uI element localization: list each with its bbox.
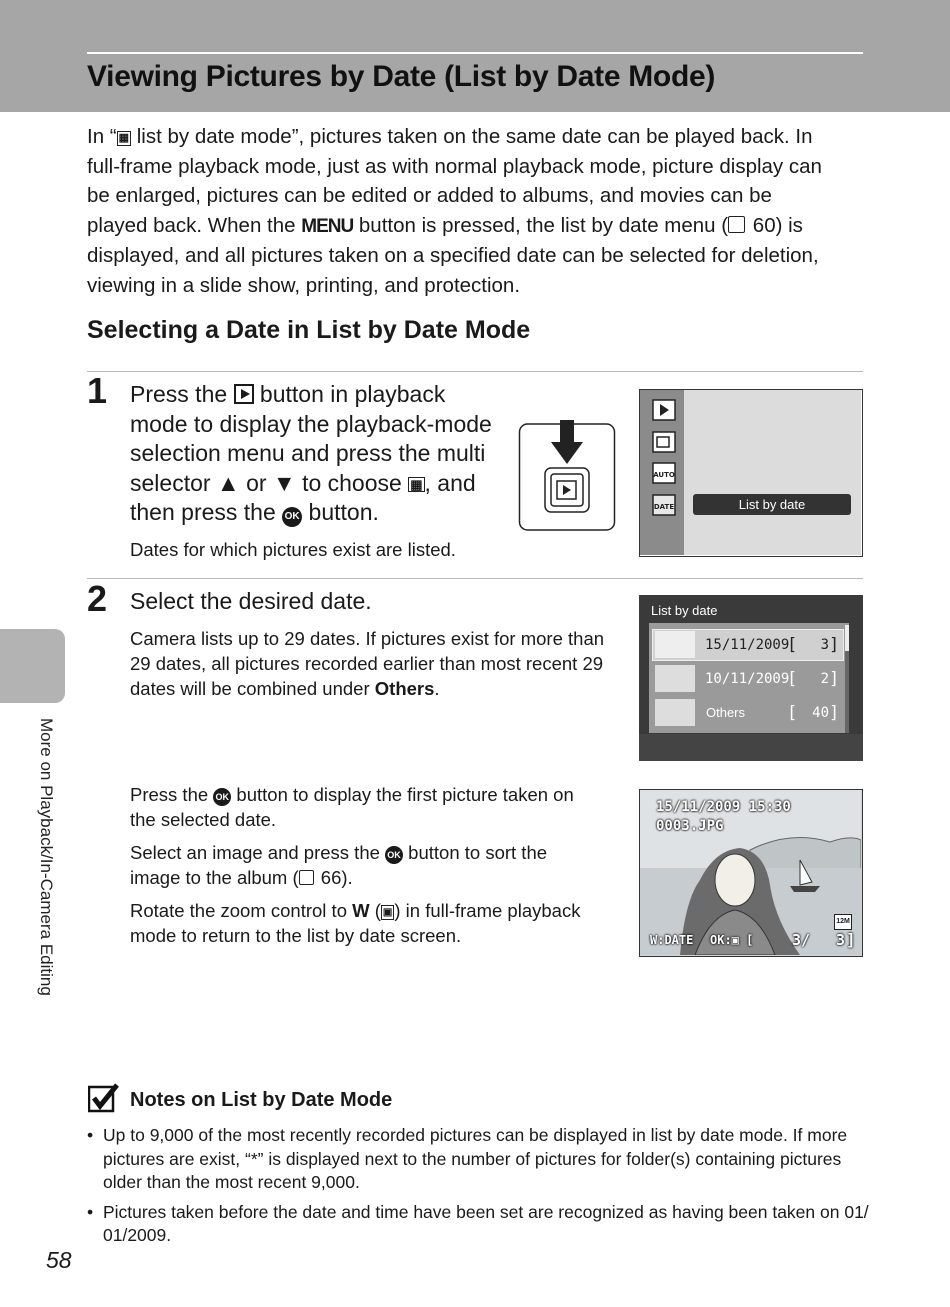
ok-button-icon: OK: [385, 846, 403, 864]
counter-bracket: ]: [846, 930, 856, 949]
step-2-paragraphs: Press the OK button to display the first picture taken on the selected date. Select an image and press the OK button to sort the image to the album ( 66). Rotate the zoom control to W ( ▣ ) in full-frame playback mode to return to the list by date screen.: [130, 784, 581, 946]
step-2-description: Camera lists up to 29 dates. If pictures exist for more than 29 dates, all pictures recorded earlier than most recent 29 dates will be combined under Others.: [130, 628, 605, 699]
row-thumbnail: [655, 665, 695, 692]
full-frame-playback-screen: [639, 789, 863, 957]
row-bracket: [: [787, 635, 798, 655]
checkmark-note-icon: [88, 1083, 120, 1113]
list-screen-title: List by date: [651, 603, 718, 618]
menu-button-glyph: MENU: [301, 215, 354, 237]
ok-button-icon: OK: [282, 507, 302, 527]
row-count: 40: [812, 705, 829, 721]
row-date: 15/11/2009: [705, 637, 790, 653]
photo-counter: 3/: [792, 931, 811, 949]
list-by-date-icon: ▦: [410, 476, 423, 492]
row-bracket: ]: [829, 635, 840, 655]
playback-mode-icons: [652, 399, 676, 523]
menu-background: [684, 390, 861, 555]
list-by-date-screen: [639, 595, 863, 761]
intro-paragraph: In “ ▦ list by date mode”, pictures taken on the same date can be played back. In full-frame playback mode, just as with normal playback mode, picture display can be enlarged, pictures can be edited or added to albums, and movies can be played back. When the MENU button is pressed, the list by date menu ( 60) is displayed, and all pictures taken on a specified date can be selected for deletion, viewing in a slide show, printing, and protection.: [87, 125, 822, 297]
section-heading: Selecting a Date in List by Date Mode: [87, 316, 531, 344]
photo-filename: 0003.JPG: [656, 818, 724, 834]
row-bracket: [: [787, 669, 798, 689]
header-rule: [87, 52, 863, 54]
step-1-note: Dates for which pictures exist are listed.: [130, 539, 456, 560]
page-title: Viewing Pictures by Date (List by Date Mode): [87, 60, 716, 93]
notes-list: [87, 1124, 869, 1248]
row-bracket: [: [787, 703, 798, 723]
note-bullet: • Up to 9,000 of the most recently recorded pictures can be displayed in list by date mode. If more pictures are exist, “*” is displayed next to the number of pictures for folder(s) containing pictures older than the most recent 9,000.: [87, 1125, 848, 1192]
svg-text:DATE: DATE: [653, 503, 675, 511]
image-size-icon: 12M: [834, 914, 852, 930]
header-band: [0, 0, 950, 112]
step-2-number: 2: [87, 578, 108, 619]
note-bullet: • Pictures taken before the date and time have been set are recognized as having been taken on 01/ 01/2009.: [87, 1201, 869, 1245]
list-by-date-icon: ▦: [118, 132, 130, 144]
playback-mode-menu-screen: [639, 389, 863, 557]
row-thumbnail: [655, 699, 695, 726]
ok-button-icon: OK: [213, 788, 231, 806]
side-section-label: More on Playback/In-Camera Editing: [37, 718, 56, 996]
row-date: 10/11/2009: [705, 671, 790, 687]
row-bracket: ]: [829, 703, 840, 723]
row-thumbnail: [655, 631, 695, 658]
highlighted-menu-label: List by date: [738, 497, 806, 512]
thumbnail-icon: ▣: [382, 907, 393, 918]
step-divider: [87, 578, 863, 579]
side-tab: [0, 629, 65, 703]
list-scrollbar-thumb: [845, 625, 849, 651]
photo-datetime: 15/11/2009 15:30: [656, 799, 791, 815]
playback-button-illustration: [518, 420, 616, 532]
list-screen-footer: [639, 734, 863, 761]
row-date: Others: [706, 705, 746, 720]
step-1-text: Press the button in playback mode to display the playback-mode selection menu and press the multi selector ▲ or ▼ to choose ▦, and then press the OK button.: [130, 381, 492, 525]
notes-title: Notes on List by Date Mode: [130, 1089, 393, 1111]
book-icon: [728, 216, 745, 233]
zoom-date-guide-icon: W:DATE: [650, 933, 694, 947]
svg-text:AUTO: AUTO: [653, 471, 675, 479]
row-count: 2: [820, 671, 829, 687]
page-number: 58: [46, 1247, 72, 1273]
ok-album-guide-icon: OK:▣ [: [710, 933, 754, 947]
photo-total: 3: [836, 931, 846, 949]
row-bracket: ]: [829, 669, 840, 689]
book-icon: [299, 870, 314, 885]
row-count: 3: [820, 637, 829, 653]
step-1-number: 1: [87, 370, 108, 411]
playback-button-icon: [234, 384, 254, 404]
step-2-title: Select the desired date.: [130, 588, 372, 614]
section-divider: [87, 371, 863, 372]
